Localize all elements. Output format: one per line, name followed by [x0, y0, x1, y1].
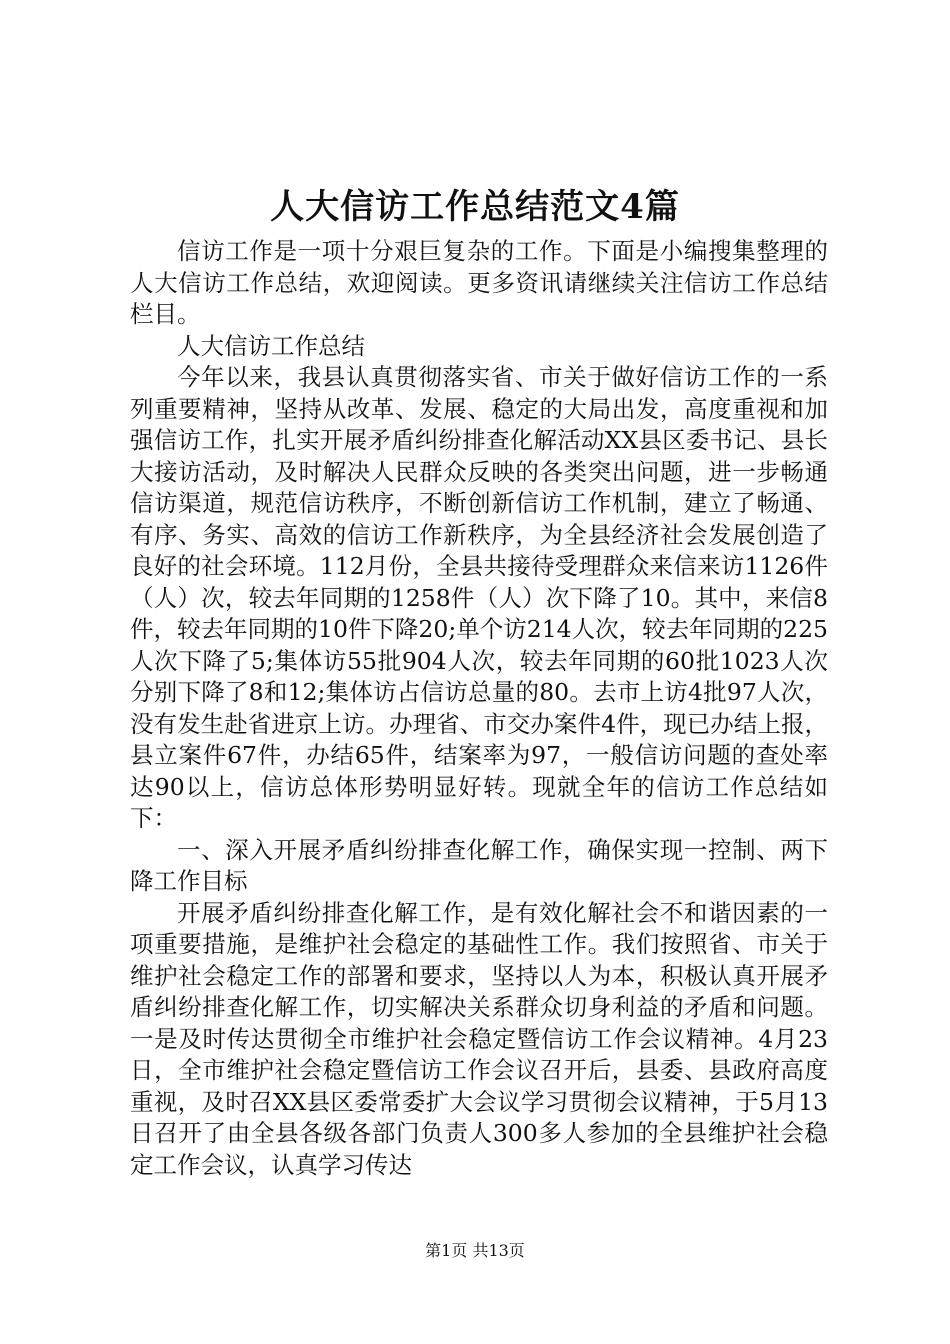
document-title: 人大信访工作总结范文4篇 [270, 187, 680, 227]
subsection-heading: 一、深入开展矛盾纠纷排查化解工作，确保实现一控制、两下降工作目标 [130, 835, 828, 895]
page-number-footer: 第1页 共13页 [425, 1241, 525, 1260]
intro-paragraph: 信访工作是一项十分艰巨复杂的工作。下面是小编搜集整理的人大信访工作总结，欢迎阅读。更多资讯请继续关注信访工作总结栏目。 [130, 237, 828, 328]
document-body [130, 236, 828, 1181]
body-paragraph: 开展矛盾纠纷排查化解工作，是有效化解社会不和谐因素的一项重要措施，是维护社会稳定的基础性工作。我们按照省、市关于维护社会稳定工作的部署和要求，坚持以人为本，积极认真开展矛盾纠纷排查化解工作，切实解决关系群众切身利益的矛盾和问题。一是及时传达贯彻全市维护社会稳定暨信访工作会议精神。4月23日，全市维护社会稳定暨信访工作会议召开后，县委、县政府高度重视，及时召XX县区委常委扩大会议学习贯彻会议精神，于5月13日召开了由全县各级各部门负责人300多人参加的全县维护社会稳定工作会议，认真学习传达 [130, 898, 828, 1179]
section-heading: 人大信访工作总结 [177, 331, 365, 360]
body-paragraph: 今年以来，我县认真贯彻落实省、市关于做好信访工作的一系列重要精神，坚持从改革、发展、稳定的大局出发，高度重视和加强信访工作，扎实开展矛盾纠纷排查化解活动XX县区委书记、县长大接访活动，及时解决人民群众反映的各类突出问题，进一步畅通信访渠道，规范信访秩序，不断创新信访工作机制，建立了畅通、有序、务实、高效的信访工作新秩序，为全县经济社会发展创造了良好的社会环境。112月份，全县共接待受理群众来信来访1126件（人）次，较去年同期的1258件（人）次下降了10。其中，来信8件，较去年同期的10件下降20;单个访214人次，较去年同期的225人次下降了5;集体访55批904人次，较去年同期的60批1023人次分别下降了8和12;集体访占信访总量的80。去市上访4批97人次，没有发生赴省进京上访。办理省、市交办案件4件，现已办结上报，县立案件67件，办结65件，结案率为97，一般信访问题的查处率达90以上，信访总体形势明显好转。现就全年的信访工作总结如下： [130, 363, 828, 832]
